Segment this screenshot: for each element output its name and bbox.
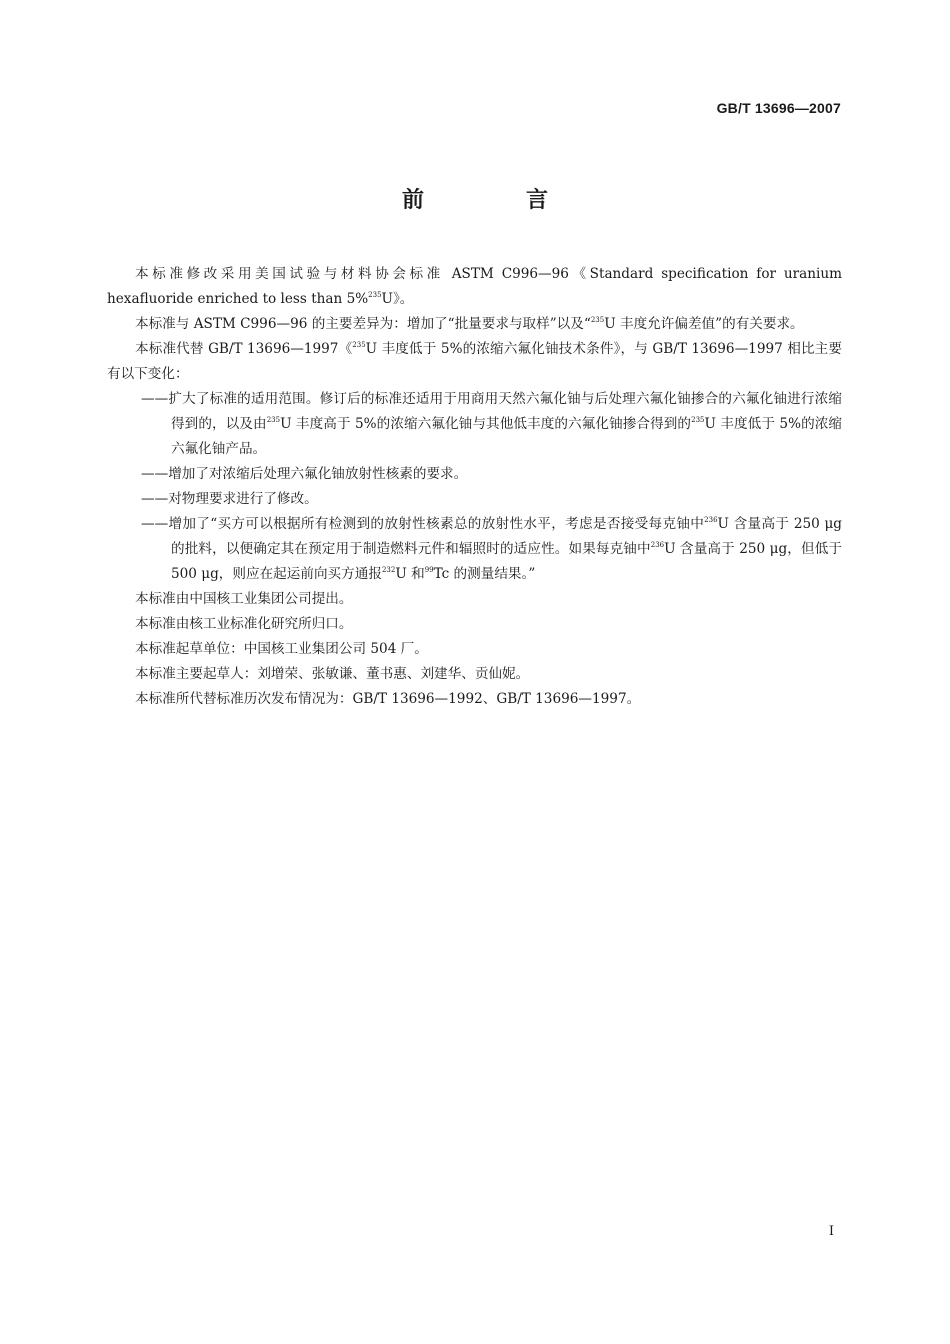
item-text: Tc 的测量结果。” bbox=[433, 566, 536, 582]
paragraph-drafters: 本标准主要起草人：刘增荣、张敏谦、董书惠、刘建华、贡仙妮。 bbox=[135, 666, 530, 682]
isotope-superscript: 235 bbox=[368, 291, 382, 299]
item-text: U 丰度低于 5%的浓缩六氟化铀产品。 bbox=[171, 416, 843, 457]
paragraph-proposer: 本标准由中国核工业集团公司提出。 bbox=[135, 591, 353, 607]
item-text: ——增加了“买方可以根据所有检测到的放射性核素总的放射性水平，考虑是否接受每克铀中 bbox=[141, 516, 705, 532]
paragraph-text: 本标准修改采用美国试验与材料协会标准 ASTM C996—96《Standard specification for uranium hexafluoride enriched to less than 5% bbox=[107, 266, 842, 307]
isotope-superscript: 232 bbox=[381, 566, 396, 574]
item-text: U 含量高于 250 μg 的批料，以便确定其在预定用于制造燃料元件和辐照时的适应性。如果每克铀中 bbox=[171, 516, 843, 557]
paragraph-replaces bbox=[107, 337, 842, 387]
item-text: U 和 bbox=[395, 566, 425, 582]
isotope-superscript: 236 bbox=[650, 541, 665, 549]
paragraph-differences bbox=[107, 312, 842, 337]
item-text: ——扩大了标准的适用范围。修订后的标准还适用于用商用天然六氟化铀与后处理六氟化铀掺合的六氟化铀进行浓缩得到的，以及由 bbox=[141, 391, 842, 432]
paragraph-text: U 丰度允许偏差值”的有关要求。 bbox=[604, 316, 804, 332]
paragraph-text: 本标准代替 GB/T 13696—1997《 bbox=[135, 341, 353, 357]
document-body bbox=[107, 262, 842, 712]
paragraph-history: 本标准所代替标准历次发布情况为：GB/T 13696—1992、GB/T 13696—1997。 bbox=[135, 691, 641, 707]
paragraph-text: U 丰度低于 5%的浓缩六氟化铀技术条件》，与 GB/T 13696—1997 相比主要有以下变化： bbox=[107, 341, 842, 382]
document-code: GB/T 13696—2007 bbox=[716, 100, 841, 116]
paragraph-text: U》。 bbox=[381, 291, 414, 307]
paragraph-adoption bbox=[107, 262, 842, 312]
isotope-superscript: 235 bbox=[352, 341, 366, 349]
paragraph-drafting-unit: 本标准起草单位：中国核工业集团公司 504 厂。 bbox=[135, 641, 428, 657]
isotope-superscript: 99 bbox=[424, 566, 434, 574]
isotope-superscript: 235 bbox=[266, 416, 281, 424]
item-text: U 含量高于 250 μg，但低于 500 μg，则应在起运前向买方通报 bbox=[171, 541, 843, 582]
isotope-superscript: 235 bbox=[590, 316, 605, 324]
change-item-buyer-clause bbox=[107, 512, 842, 587]
paragraph-centralized: 本标准由核工业标准化研究所归口。 bbox=[135, 616, 353, 632]
change-item-scope bbox=[107, 387, 842, 462]
paragraph-text: 本标准与 ASTM C996—96 的主要差异为：增加了“批量要求与取样”以及“ bbox=[135, 316, 591, 332]
page-title: 前 言 bbox=[401, 188, 588, 213]
isotope-superscript: 235 bbox=[691, 416, 705, 424]
change-item-physical: ——对物理要求进行了修改。 bbox=[141, 491, 318, 507]
isotope-superscript: 236 bbox=[704, 516, 718, 524]
page-number: I bbox=[828, 1224, 834, 1239]
item-text: U 丰度高于 5%的浓缩六氟化铀与其他低丰度的六氟化铀掺合得到的 bbox=[280, 416, 692, 432]
change-item-radionuclides: ——增加了对浓缩后处理六氟化铀放射性核素的要求。 bbox=[141, 466, 468, 482]
